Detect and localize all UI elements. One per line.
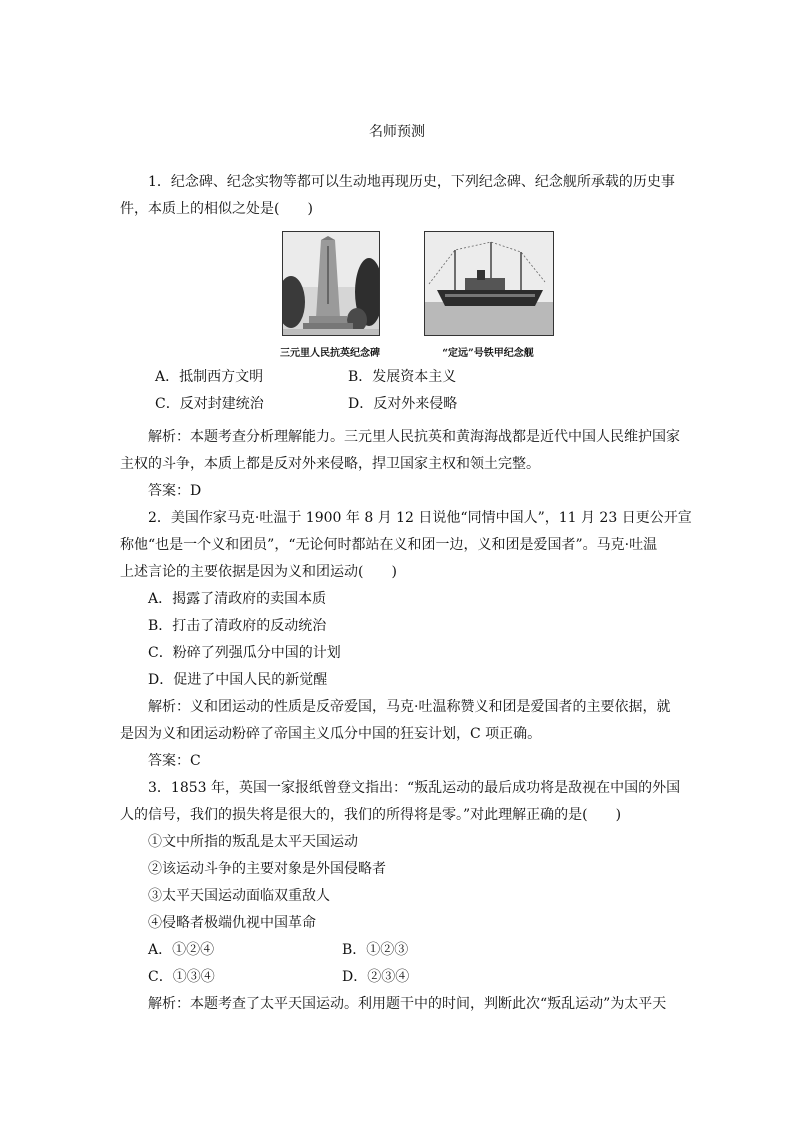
q2-option-d: D．促进了中国人民的新觉醒 [148, 672, 328, 688]
q2-option-b: B．打击了清政府的反动统治 [148, 618, 327, 634]
q3-item-1: ①文中所指的叛乱是太平天国运动 [148, 834, 358, 850]
q1-option-a: A．抵制西方文明 [155, 369, 264, 385]
q1-analysis-line1: 解析：本题考查分析理解能力。三元里人民抗英和黄海海战都是近代中国人民维护国家 [148, 429, 680, 445]
q1-stem-line1: 1．纪念碑、纪念实物等都可以生动地再现历史，下列纪念碑、纪念舰所承载的历史事 [148, 174, 675, 190]
q1-stem-line2: 件，本质上的相似之处是( ) [120, 201, 313, 217]
q1-answer: 答案：D [148, 483, 202, 499]
q1-analysis-line2: 主权的斗争，本质上都是反对外来侵略，捍卫国家主权和领土完整。 [120, 456, 540, 472]
monument-image [283, 232, 379, 335]
q2-stem-line3: 上述言论的主要依据是因为义和团运动( ) [120, 564, 397, 580]
q2-option-c: C．粉碎了列强瓜分中国的计划 [148, 645, 341, 661]
caption-warship: “定远”号铁甲纪念舰 [442, 348, 534, 359]
q3-item-2: ②该运动斗争的主要对象是外国侵略者 [148, 861, 386, 877]
q3-option-d: D．②③④ [342, 969, 410, 985]
q1-option-b: B．发展资本主义 [348, 369, 457, 385]
q2-stem-line1: 2．美国作家马克·吐温于 1900 年 8 月 12 日说他“同情中国人”，11 月 23 日更公开宣 [148, 510, 692, 526]
q3-option-a: A．①②④ [148, 942, 215, 958]
q2-stem-line2: 称他“也是一个义和团员”，“无论何时都站在义和团一边，义和团是爱国者”。马克·吐温 [120, 537, 658, 553]
q3-item-4: ④侵略者极端仇视中国革命 [148, 915, 316, 931]
q2-analysis-line1: 解析：义和团运动的性质是反帝爱国，马克·吐温称赞义和团是爱国者的主要依据，就 [148, 699, 671, 715]
q1-option-c: C．反对封建统治 [155, 396, 264, 412]
q2-analysis-line2: 是因为义和团运动粉碎了帝国主义瓜分中国的狂妄计划，C 项正确。 [120, 726, 542, 742]
q3-stem-line2: 人的信号，我们的损失将是很大的，我们的所得将是零。”对此理解正确的是( ) [120, 807, 622, 823]
q3-option-b: B．①②③ [342, 942, 409, 958]
q3-stem-line1: 3．1853 年，英国一家报纸曾登文指出：“叛乱运动的最后成功将是敌视在中国的外国 [148, 780, 681, 796]
warship-image [425, 232, 553, 335]
caption-monument: 三元里人民抗英纪念碑 [280, 348, 380, 359]
monument-photo [282, 231, 380, 336]
q3-analysis-line1: 解析：本题考查了太平天国运动。利用题干中的时间，判断此次“叛乱运动”为太平天 [148, 996, 667, 1012]
q2-option-a: A．揭露了清政府的卖国本质 [148, 591, 327, 607]
q1-option-d: D．反对外来侵略 [348, 396, 458, 412]
q3-option-c: C．①③④ [148, 969, 215, 985]
q3-item-3: ③太平天国运动面临双重敌人 [148, 888, 330, 904]
page-title: 名师预测 [369, 124, 425, 140]
warship-photo [424, 231, 554, 336]
q2-answer: 答案：C [148, 753, 201, 769]
